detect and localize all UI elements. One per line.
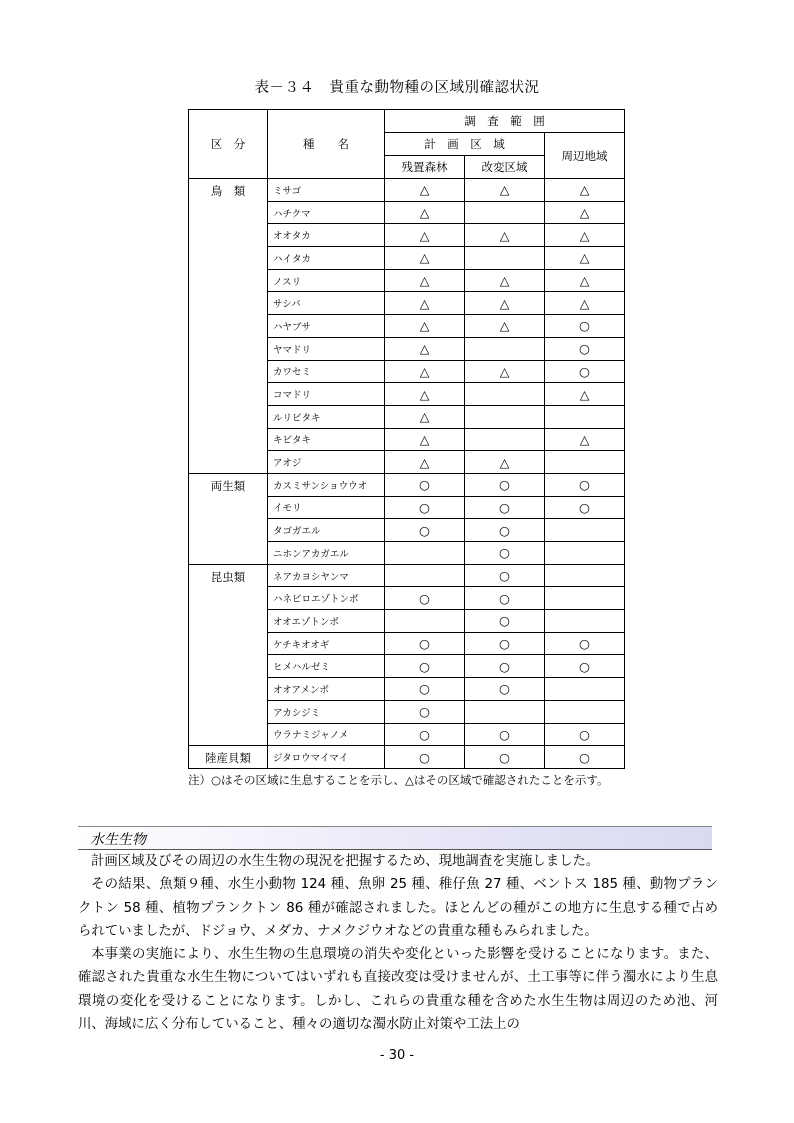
residual-forest-cell: △	[385, 269, 465, 292]
header-survey-range: 調 査 範 囲	[385, 110, 625, 133]
paragraph: その結果、魚類９種、水生小動物 124 種、魚卵 25 種、稚仔魚 27 種、ベントス 185 種、動物プランクトン 58 種、植物プランクトン 86 種が確認されました。ほとんどの種がこの地方に生息する種で占められていましたが、ドジョウ、メダカ、ナメクジウオなどの貴重な種もみられました。	[78, 877, 718, 939]
modified-area-cell: ○	[465, 610, 545, 633]
modified-area-cell: ○	[465, 678, 545, 701]
residual-forest-cell: ○	[385, 723, 465, 746]
surrounding-cell	[545, 542, 625, 565]
surrounding-cell: ○	[545, 746, 625, 769]
surrounding-cell: ○	[545, 360, 625, 383]
surrounding-cell: ○	[545, 473, 625, 496]
residual-forest-cell: ○	[385, 473, 465, 496]
body-text	[78, 850, 718, 1036]
modified-area-cell	[465, 383, 545, 406]
residual-forest-cell: △	[385, 337, 465, 360]
modified-area-cell: ○	[465, 746, 545, 769]
residual-forest-cell: ○	[385, 678, 465, 701]
species-name-cell: ウラナミジャノメ	[268, 723, 385, 746]
species-name-cell: イモリ	[268, 496, 385, 519]
surrounding-cell	[545, 564, 625, 587]
category-cell	[189, 179, 268, 474]
survey-table-body	[189, 179, 625, 769]
surrounding-cell: ○	[545, 723, 625, 746]
table-note: 注）○はその区域に生息することを示し、△はその区域で確認されたことを示す。	[188, 773, 609, 787]
category-cell	[189, 473, 268, 564]
species-name-cell: アカシジミ	[268, 700, 385, 723]
paragraph: 本事業の実施により、水生生物の生息環境の消失や変化といった影響を受けることになります。また、確認された貴重な水生生物についてはいずれも直接改変は受けませんが、土工事等に伴う濁水により生息環境の変化を受けることになります。しかし、これらの貴重な種を含めた水生生物は周辺のため池、河川、海域に広く分布していること、種々の適切な濁水防止対策や工法上の	[78, 947, 718, 1033]
section-heading-label: 水生生物	[90, 832, 146, 848]
table-row	[189, 746, 625, 769]
residual-forest-cell	[385, 564, 465, 587]
surrounding-cell	[545, 519, 625, 542]
residual-forest-cell	[385, 610, 465, 633]
residual-forest-cell: △	[385, 428, 465, 451]
surrounding-cell: ○	[545, 315, 625, 338]
species-name-cell: ハチクマ	[268, 201, 385, 224]
header-surrounding: 周辺地域	[545, 133, 625, 179]
header-plan-area: 計 画 区 域	[385, 133, 545, 156]
modified-area-cell: △	[465, 451, 545, 474]
residual-forest-cell: △	[385, 405, 465, 428]
modified-area-cell: ○	[465, 473, 545, 496]
species-name-cell: ルリビタキ	[268, 405, 385, 428]
surrounding-cell: △	[545, 292, 625, 315]
surrounding-cell: △	[545, 428, 625, 451]
survey-table	[188, 109, 625, 769]
species-name-cell: オオエゾトンボ	[268, 610, 385, 633]
residual-forest-cell: △	[385, 360, 465, 383]
category-label: 両生類	[210, 478, 246, 493]
modified-area-cell: △	[465, 292, 545, 315]
surrounding-cell: ○	[545, 655, 625, 678]
residual-forest-cell: ○	[385, 587, 465, 610]
species-name-cell: ハネビロエゾトンボ	[268, 587, 385, 610]
species-name-cell: オオタカ	[268, 224, 385, 247]
modified-area-cell: ○	[465, 655, 545, 678]
species-name-cell: サシバ	[268, 292, 385, 315]
modified-area-cell	[465, 337, 545, 360]
modified-area-cell: △	[465, 269, 545, 292]
surrounding-cell	[545, 678, 625, 701]
surrounding-cell: ○	[545, 496, 625, 519]
residual-forest-cell: ○	[385, 496, 465, 519]
surrounding-cell	[545, 405, 625, 428]
species-name-cell: ヒメハルゼミ	[268, 655, 385, 678]
table-row	[189, 473, 625, 496]
modified-area-cell	[465, 201, 545, 224]
page-number: - 30 -	[379, 1048, 415, 1063]
surrounding-cell: △	[545, 247, 625, 270]
modified-area-cell: ○	[465, 723, 545, 746]
header-residual-forest: 残置森林	[385, 156, 465, 179]
modified-area-cell	[465, 700, 545, 723]
residual-forest-cell: △	[385, 224, 465, 247]
modified-area-cell: ○	[465, 542, 545, 565]
species-name-cell: ハイタカ	[268, 247, 385, 270]
species-name-cell: ノスリ	[268, 269, 385, 292]
category-label: 鳥 類	[210, 184, 246, 198]
species-name-cell: ニホンアカガエル	[268, 542, 385, 565]
species-name-cell: ケチキオオギ	[268, 632, 385, 655]
residual-forest-cell: △	[385, 247, 465, 270]
modified-area-cell: △	[465, 179, 545, 202]
modified-area-cell: △	[465, 315, 545, 338]
modified-area-cell	[465, 428, 545, 451]
residual-forest-cell: △	[385, 315, 465, 338]
surrounding-cell: △	[545, 179, 625, 202]
modified-area-cell: ○	[465, 496, 545, 519]
species-name-cell: コマドリ	[268, 383, 385, 406]
surrounding-cell: △	[545, 383, 625, 406]
category-label: 昆虫類	[210, 569, 246, 584]
residual-forest-cell: △	[385, 451, 465, 474]
species-name-cell: ミサゴ	[268, 179, 385, 202]
species-name-cell: キビタキ	[268, 428, 385, 451]
species-name-cell: カスミサンショウウオ	[268, 473, 385, 496]
header-species: 種 名	[268, 110, 385, 179]
header-modified-area: 改変区域	[465, 156, 545, 179]
surrounding-cell: ○	[545, 632, 625, 655]
modified-area-cell: ○	[465, 519, 545, 542]
surrounding-cell	[545, 700, 625, 723]
species-name-cell: アオジ	[268, 451, 385, 474]
surrounding-cell: △	[545, 224, 625, 247]
surrounding-cell	[545, 587, 625, 610]
species-name-cell: タゴガエル	[268, 519, 385, 542]
residual-forest-cell: △	[385, 383, 465, 406]
paragraph: 計画区域及びその周辺の水生生物の現況を把握するため、現地調査を実施しました。	[91, 854, 600, 869]
modified-area-cell: ○	[465, 564, 545, 587]
residual-forest-cell: ○	[385, 746, 465, 769]
modified-area-cell: ○	[465, 587, 545, 610]
header-category: 区 分	[189, 110, 268, 179]
residual-forest-cell: ○	[385, 632, 465, 655]
residual-forest-cell	[385, 542, 465, 565]
category-label: 陸産貝類	[205, 751, 251, 766]
surrounding-cell	[545, 610, 625, 633]
species-name-cell: カワセミ	[268, 360, 385, 383]
species-name-cell: ジタロウマイマイ	[268, 746, 385, 769]
surrounding-cell	[545, 451, 625, 474]
surrounding-cell: ○	[545, 337, 625, 360]
table-title: 表－３４ 貴重な動物種の区域別確認状況	[254, 80, 540, 96]
residual-forest-cell: △	[385, 201, 465, 224]
modified-area-cell: △	[465, 360, 545, 383]
residual-forest-cell: △	[385, 179, 465, 202]
modified-area-cell	[465, 405, 545, 428]
species-name-cell: オオアメンボ	[268, 678, 385, 701]
species-name-cell: ハヤブサ	[268, 315, 385, 338]
modified-area-cell: ○	[465, 632, 545, 655]
table-row	[189, 179, 625, 202]
category-cell	[189, 746, 268, 769]
category-cell	[189, 564, 268, 746]
section-heading	[78, 826, 712, 850]
residual-forest-cell: △	[385, 292, 465, 315]
modified-area-cell: △	[465, 224, 545, 247]
species-name-cell: ヤマドリ	[268, 337, 385, 360]
surrounding-cell: △	[545, 269, 625, 292]
modified-area-cell	[465, 247, 545, 270]
table-row	[189, 564, 625, 587]
surrounding-cell: △	[545, 201, 625, 224]
species-name-cell: ネアカヨシヤンマ	[268, 564, 385, 587]
residual-forest-cell: ○	[385, 519, 465, 542]
residual-forest-cell: ○	[385, 700, 465, 723]
residual-forest-cell: ○	[385, 655, 465, 678]
